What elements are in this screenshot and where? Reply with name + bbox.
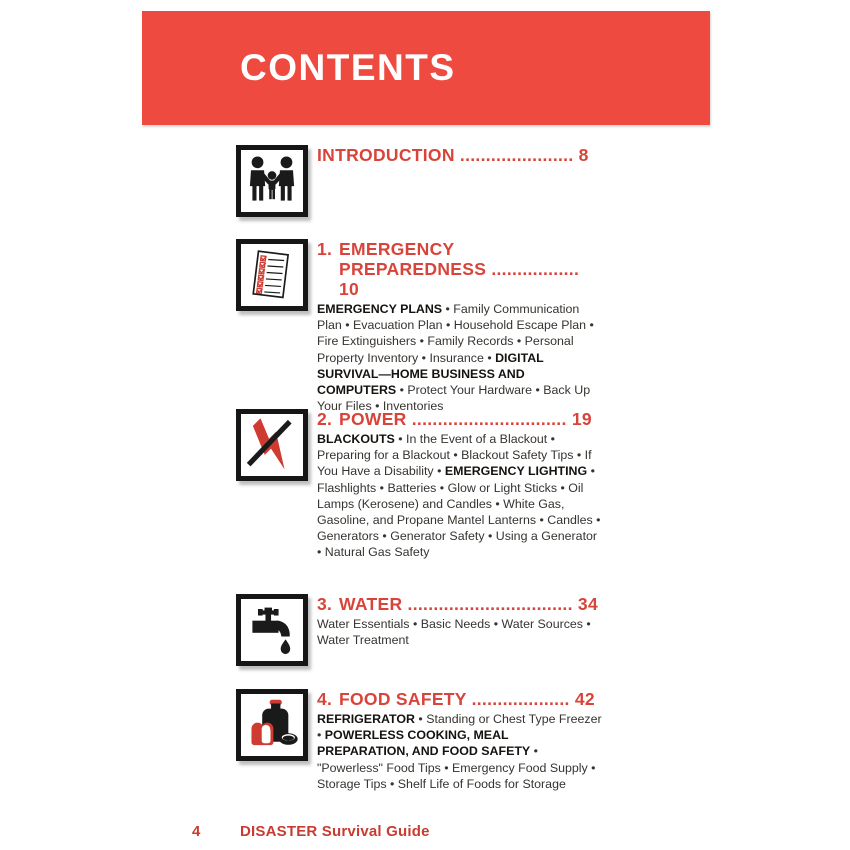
faucet-icon [236, 594, 308, 666]
section-heading [317, 689, 603, 709]
section-title: FOOD SAFETY ................... 42 [339, 689, 595, 709]
toc-entry-text [317, 145, 603, 217]
page-title: CONTENTS [240, 47, 456, 88]
section-number: 3. [317, 594, 333, 614]
food-icon [236, 689, 308, 761]
section-heading [317, 594, 603, 614]
toc-entry-emergency-preparedness [236, 239, 603, 414]
section-title: EMERGENCY PREPAREDNESS ................. 10 [339, 239, 580, 299]
section-topics: Water Essentials • Basic Needs • Water Sources • Water Treatment [317, 617, 591, 648]
no-electricity-icon [236, 409, 308, 481]
section-heading [317, 239, 603, 299]
toc-entry-text [317, 409, 603, 561]
toc-entry-water [236, 594, 603, 666]
section-page-number: 34 [577, 594, 598, 614]
toc-entry-text [317, 239, 603, 414]
toc-entry-introduction [236, 145, 603, 217]
section-topics: BLACKOUTS • In the Event of a Blackout • Preparing for a Blackout • Blackout Safety Tips • If You Have a Disability • EMERGENCY LIGHTING • Flashlights • Batteries • Glow or Light Sticks • Oil Lamps (Kerosene) and Candles • White Gas, Gasoline, and Propane Mantel Lanterns • Candles • Generators • Generator Safety • Using a Generator • Natural Gas Safety [317, 432, 601, 560]
section-number: 4. [317, 689, 333, 709]
section-title: WATER ................................ 34 [339, 594, 598, 614]
section-heading [317, 145, 603, 165]
section-heading [317, 409, 603, 429]
section-topics: EMERGENCY PLANS • Family Communication Plan • Evacuation Plan • Household Escape Plan • Fire Extinguishers • Family Records • Personal Property Inventory • Insurance • DIGITAL SURVIVAL—HOME BUSINESS AND COMPUTERS • Protect Your Hardware • Back Up Your Files • Inventories [317, 302, 594, 414]
section-title: INTRODUCTION ...................... 8 [317, 145, 589, 165]
toc-entry-food-safety [236, 689, 603, 792]
toc-entry-text [317, 594, 603, 666]
section-page-number: 42 [574, 689, 595, 709]
section-number: 2. [317, 409, 333, 429]
checklist-icon [236, 239, 308, 311]
section-page-number: 19 [571, 409, 592, 429]
section-page-number: 8 [578, 145, 589, 165]
toc-entry-text [317, 689, 603, 792]
toc-entry-power [236, 409, 603, 561]
section-topics: REFRIGERATOR • Standing or Chest Type Freezer • POWERLESS COOKING, MEAL PREPARATION, AND FOOD SAFETY • "Powerless" Food Tips • Emergency Food Supply • Storage Tips • Shelf Life of Foods for Storage [317, 712, 602, 791]
footer-book-title: DISASTER Survival Guide [240, 823, 430, 840]
footer-page-number: 4 [192, 823, 201, 840]
section-page-number: 10 [339, 279, 360, 299]
section-title: POWER .............................. 19 [339, 409, 592, 429]
section-number: 1. [317, 239, 333, 259]
family-icon [236, 145, 308, 217]
